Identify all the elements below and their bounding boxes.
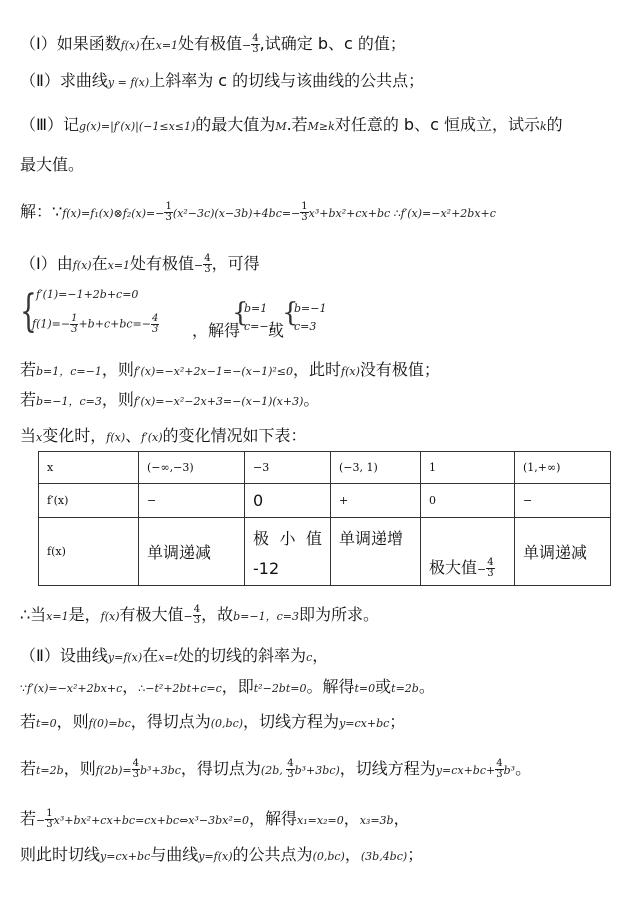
cell-x-5: (1,+∞) (515, 452, 611, 484)
cell-f-5: 单调递减 (515, 518, 611, 586)
cell-f-4: 极大值− $\frac{4}{3}$ (421, 518, 515, 586)
cell-x-4: 1 (421, 452, 515, 484)
variation-table (38, 451, 611, 586)
case1-line: 若b=1，c=−1，则f′(x)=−x²+2x−1=−(x−1)²≤0，此时f(x)没有极值； (20, 360, 440, 379)
equation-system: { f′(1)=−1+2b+c=0 f(1)=− $\frac{1}{3}$ +b+c+bc=− $\frac{4}{3}$ (20, 286, 159, 337)
part3-line1: （Ⅲ）记g(x)=|f′(x)|(−1≤x≤1)的最大值为M.若M≥k对任意的 b、c 恒成立，试示k的 (20, 115, 563, 134)
system-eq-2: f(1)=− $\frac{1}{3}$ +b+c+bc=− $\frac{4}{3}$ (32, 313, 159, 335)
cell-x-1: (−∞,−3) (139, 452, 245, 484)
table-row-x (39, 452, 611, 484)
cell-f-1: 单调递减 (139, 518, 245, 586)
sol2-b: b=−1 (294, 302, 327, 315)
part3-line2: 最大值。 (20, 155, 85, 174)
sol2-c: c=3 (294, 320, 317, 333)
system-eq-1: f′(1)=−1+2b+c=0 (36, 288, 139, 301)
sol1-b: b=1 (244, 302, 268, 315)
brace-2: { (282, 298, 299, 328)
min-label: 极 小 值 (253, 528, 322, 548)
cell-x-3: (−3, 1) (331, 452, 421, 484)
cell-f-label: f(x) (39, 518, 139, 586)
sol1-c: c=−1 (244, 320, 276, 333)
part1-line: （Ⅰ）如果函数f(x)在x=1处有极值− $\frac{4}{3}$ ,试确定 b、c 的值； (20, 33, 406, 55)
p1-head: （Ⅰ）由f(x)在x=1处有极值− $\frac{4}{3}$ ，可得 (20, 253, 260, 275)
p2-t2b: 若t=2b，则f(2b)= $\frac{4}{3}$ b³+3bc，得切点为(2b, $\frac{4}{3}$ b³+3bc)，切线方程为y=cx+bc+ $\frac{4}{3}$ b³。 (20, 758, 532, 780)
cell-d-4: 0 (421, 484, 515, 518)
cell-x-2: −3 (245, 452, 331, 484)
cell-d-1: − (139, 484, 245, 518)
or-text: 或 (268, 321, 285, 340)
cell-d-2: 0 (245, 484, 331, 518)
system-solve-text: ，解得 (192, 321, 241, 340)
table-row-derivative (39, 484, 611, 518)
solution-intro: 解：∵f(x)=f₁(x)⊗f₂(x)=− $\frac{1}{3}$ (x²−3c)(x−3b)+4bc=− $\frac{1}{3}$ x³+bx²+cx+bc ∴f′(x)=−x²+2bx+c (20, 201, 496, 223)
p2-solve: 若− $\frac{1}{3}$ x³+bx²+cx+bc=cx+bc⇔x³−3bx²=0，解得x₁=x₂=0，x₃=3b， (20, 808, 410, 830)
cell-d-5: − (515, 484, 611, 518)
table-row-function (39, 518, 611, 586)
min-value: -12 (253, 558, 280, 578)
part2-line: （Ⅱ）求曲线y = f(x)上斜率为 c 的切线与该曲线的公共点； (20, 71, 425, 90)
conclusion1: ∴当x=1是，f(x)有极大值− $\frac{4}{3}$ ，故b=−1，c=3即为所求。 (20, 604, 379, 626)
table-intro: 当x变化时，f(x)、f′(x)的变化情况如下表： (20, 426, 307, 445)
case2-line: 若b=−1，c=3，则f′(x)=−x²−2x+3=−(x−1)(x+3)。 (20, 390, 320, 409)
cell-f-2 (245, 518, 331, 586)
cell-x-label: x (39, 452, 139, 484)
p2-head: （Ⅱ）设曲线y=f(x)在x=t处的切线的斜率为c， (20, 646, 329, 665)
brace-1: { (232, 298, 249, 328)
p2-t0: 若t=0，则f(0)=bc，得切点为(0,bc)，切线方程为y=cx+bc； (20, 712, 406, 731)
cell-d-label: f′(x) (39, 484, 139, 518)
cell-d-3: + (331, 484, 421, 518)
p2-eq: ∵f′(x)=−x²+2bx+c，∴−t²+2bt+c=c，即t²−2bt=0。解得t=0或t=2b。 (20, 677, 435, 696)
cell-f-3: 单调递增 (331, 518, 421, 586)
p2-final: 则此时切线y=cx+bc与曲线y=f(x)的公共点为(0,bc)，(3b,4bc)； (20, 845, 424, 864)
